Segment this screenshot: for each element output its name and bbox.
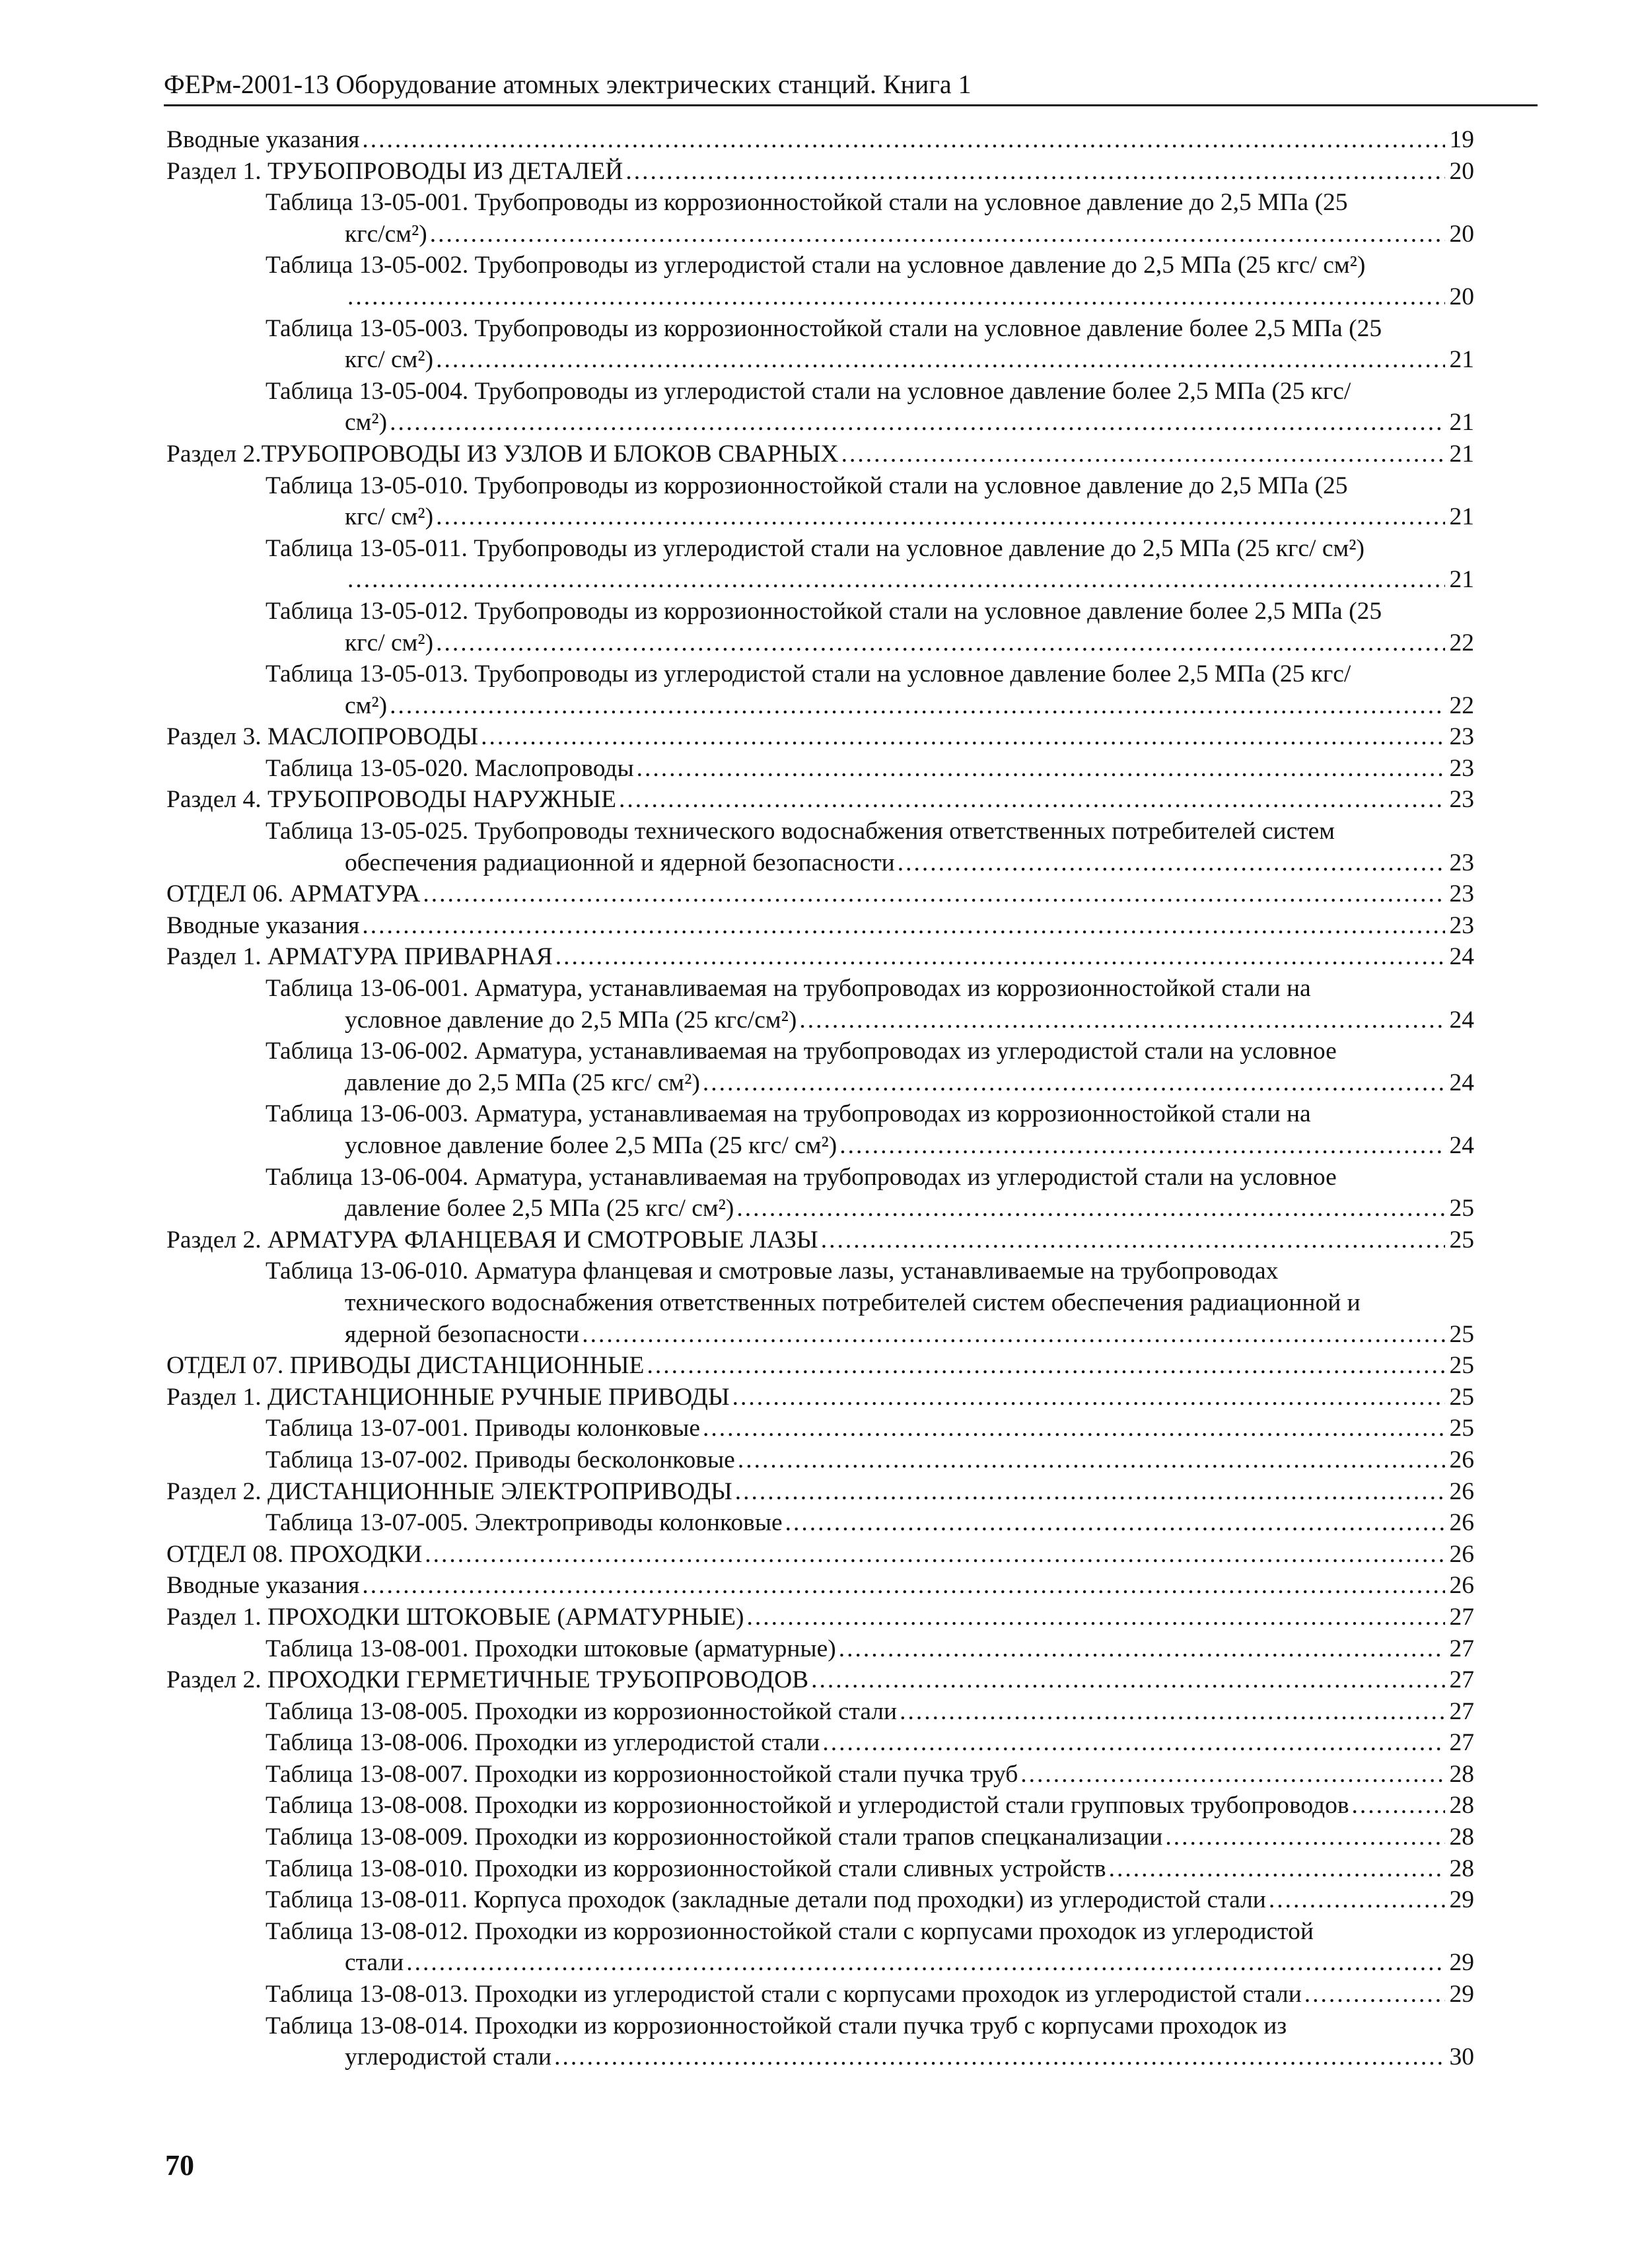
toc-entry-line bbox=[166, 124, 1474, 156]
dot-leader bbox=[738, 1444, 1445, 1476]
toc-table-entry[interactable] bbox=[166, 1633, 1474, 1665]
dot-leader bbox=[1165, 1822, 1445, 1853]
toc-entry-line bbox=[266, 250, 1474, 281]
dot-leader bbox=[1109, 1853, 1445, 1885]
toc-table-entry[interactable] bbox=[166, 1916, 1474, 1979]
toc-entry-title: Вводные указания bbox=[166, 126, 360, 153]
toc-page-number: 25 bbox=[1449, 1383, 1474, 1411]
toc-entry-line bbox=[166, 1382, 1474, 1413]
toc-entry-title: Таблица 13-08-013. Проходки из углеродистой стали с корпусами проходок из углеродистой стали bbox=[266, 1981, 1302, 2008]
toc-page-number: 23 bbox=[1449, 754, 1474, 782]
toc-page-number: 21 bbox=[1449, 503, 1474, 531]
toc-entry-line bbox=[166, 1476, 1474, 1508]
dot-leader bbox=[811, 1664, 1445, 1696]
toc-page-number: 29 bbox=[1449, 1981, 1474, 2008]
toc-table-entry[interactable] bbox=[166, 1696, 1474, 1728]
toc-page-number: 26 bbox=[1449, 1446, 1474, 1473]
toc-entry-line bbox=[266, 1413, 1474, 1444]
dot-leader bbox=[436, 627, 1445, 659]
dot-leader bbox=[900, 1696, 1445, 1728]
toc-section-entry[interactable] bbox=[166, 941, 1474, 973]
toc-entry-line bbox=[345, 501, 1474, 533]
toc-entry-line bbox=[266, 1098, 1474, 1130]
toc-entry-line bbox=[345, 690, 1474, 722]
toc-table-entry[interactable] bbox=[166, 1790, 1474, 1822]
dot-leader bbox=[839, 1130, 1445, 1162]
toc-page-number: 25 bbox=[1449, 1352, 1474, 1380]
dot-leader bbox=[746, 1602, 1445, 1633]
toc-entry-title: Таблица 13-05-003. Трубопроводы из коррозионностойкой стали на условное давление более 2,5 МПа (25 bbox=[266, 314, 1382, 342]
dot-leader bbox=[555, 941, 1445, 973]
toc-entry-line bbox=[166, 1602, 1474, 1633]
toc-entry-line bbox=[166, 721, 1474, 753]
toc-entry-title: Таблица 13-08-006. Проходки из углеродистой стали bbox=[266, 1729, 820, 1757]
toc-page-number: 25 bbox=[1449, 1320, 1474, 1348]
dot-leader bbox=[703, 1413, 1445, 1444]
toc-entry-line bbox=[266, 1884, 1474, 1916]
toc-table-entry[interactable] bbox=[166, 1727, 1474, 1759]
toc-page-number: 19 bbox=[1449, 126, 1474, 153]
toc-section-entry[interactable] bbox=[166, 910, 1474, 942]
toc-entry-line bbox=[166, 1570, 1474, 1602]
toc-entry-title: Раздел 2. ДИСТАНЦИОННЫЕ ЭЛЕКТРОПРИВОДЫ bbox=[166, 1477, 732, 1505]
dot-leader bbox=[619, 784, 1445, 816]
toc-entry-line bbox=[266, 1036, 1474, 1067]
toc-entry-line bbox=[345, 344, 1474, 376]
toc-page-number: 25 bbox=[1449, 1195, 1474, 1223]
dot-leader bbox=[637, 753, 1445, 785]
toc-entry-line bbox=[345, 1130, 1474, 1162]
toc-table-entry[interactable] bbox=[166, 816, 1474, 878]
toc-entry-line bbox=[345, 847, 1474, 879]
toc-page-number: 28 bbox=[1449, 1792, 1474, 1820]
toc-entry-line bbox=[345, 1193, 1474, 1224]
toc-entry-line bbox=[266, 1979, 1474, 2010]
toc-table-entry[interactable] bbox=[166, 1979, 1474, 2010]
dot-leader bbox=[347, 564, 1445, 596]
toc-entry-line bbox=[266, 1256, 1474, 1287]
toc-page-number: 26 bbox=[1449, 1477, 1474, 1505]
toc-entry-title: Таблица 13-07-005. Электроприводы колонковые bbox=[266, 1509, 783, 1537]
toc-page-number: 20 bbox=[1449, 283, 1474, 310]
toc-entry-title: Таблица 13-05-013. Трубопроводы из углеродистой стали на условное давление более 2,5 МПа (25 кгс/ bbox=[266, 660, 1351, 688]
toc-table-entry[interactable] bbox=[166, 1822, 1474, 1853]
toc-entry-line bbox=[345, 219, 1474, 250]
toc-entry-line bbox=[166, 1539, 1474, 1571]
toc-section-entry[interactable] bbox=[166, 1570, 1474, 1602]
toc-entry-line bbox=[166, 439, 1474, 470]
toc-section-entry[interactable] bbox=[166, 1382, 1474, 1413]
toc-entry-title: Таблица 13-05-012. Трубопроводы из коррозионностойкой стали на условное давление более 2,5 МПа (25 bbox=[266, 597, 1382, 625]
toc-entry-line bbox=[266, 1790, 1474, 1822]
toc-entry-line bbox=[345, 627, 1474, 659]
toc-section-entry[interactable] bbox=[166, 721, 1474, 753]
toc-entry-title: углеродистой стали bbox=[345, 2043, 552, 2071]
toc-page-number: 27 bbox=[1449, 1603, 1474, 1631]
toc-table-entry[interactable] bbox=[166, 2010, 1474, 2073]
dot-leader bbox=[347, 281, 1445, 313]
toc-entry-title: Раздел 2.ТРУБОПРОВОДЫ ИЗ УЗЛОВ И БЛОКОВ СВАРНЫХ bbox=[166, 440, 839, 468]
toc-page-number: 21 bbox=[1449, 409, 1474, 437]
toc-entry-title: Таблица 13-08-001. Проходки штоковые (арматурные) bbox=[266, 1635, 836, 1662]
toc-entry-line bbox=[266, 313, 1474, 345]
toc-table-entry[interactable] bbox=[166, 1256, 1474, 1350]
toc-entry-title: Раздел 4. ТРУБОПРОВОДЫ НАРУЖНЫЕ bbox=[166, 786, 616, 814]
toc-entry-title: стали bbox=[345, 1949, 404, 1977]
toc-entry-line bbox=[345, 1005, 1474, 1036]
toc-entry-line bbox=[266, 1633, 1474, 1665]
toc-page-number: 28 bbox=[1449, 1824, 1474, 1851]
page-number: 70 bbox=[165, 2149, 194, 2181]
toc-page-number: 24 bbox=[1449, 943, 1474, 971]
toc-entry-line bbox=[166, 1664, 1474, 1696]
toc-entry-line bbox=[266, 973, 1474, 1005]
toc-entry-title: Таблица 13-06-001. Арматура, устанавливаемая на трубопроводах из коррозионностойкой стали на bbox=[266, 975, 1311, 1003]
dot-leader bbox=[1352, 1790, 1445, 1822]
toc-page-number: 21 bbox=[1449, 440, 1474, 468]
toc-entry-line bbox=[166, 1350, 1474, 1382]
toc-table-entry[interactable] bbox=[166, 470, 1474, 533]
toc-entry-line bbox=[266, 533, 1474, 565]
toc-entry-title: Таблица 13-08-008. Проходки из коррозионностойкой и углеродистой стали групповых трубопроводов bbox=[266, 1792, 1349, 1820]
toc-table-entry[interactable] bbox=[166, 1853, 1474, 1885]
toc-entry-title: см²) bbox=[345, 691, 388, 719]
toc-entry-title: Таблица 13-05-020. Маслопроводы bbox=[266, 754, 634, 782]
toc-page-number: 25 bbox=[1449, 1226, 1474, 1254]
running-header: ФЕРм-2001-13 Оборудование атомных электрических станций. Книга 1 bbox=[164, 69, 972, 99]
toc-entry-title: Таблица 13-05-010. Трубопроводы из коррозионностойкой стали на условное давление до 2,5 МПа (25 bbox=[266, 472, 1348, 499]
toc-table-entry[interactable] bbox=[166, 1507, 1474, 1539]
toc-entry-line bbox=[345, 1287, 1474, 1319]
toc-entry-title: Раздел 1. ПРОХОДКИ ШТОКОВЫЕ (АРМАТУРНЫЕ) bbox=[166, 1603, 744, 1631]
toc-page-number: 24 bbox=[1449, 1069, 1474, 1096]
toc-entry-line bbox=[266, 1759, 1474, 1790]
toc-entry-title: Таблица 13-05-004. Трубопроводы из углеродистой стали на условное давление более 2,5 МПа (25 кгс/ bbox=[266, 377, 1351, 405]
toc-entry-line bbox=[345, 407, 1474, 439]
toc-entry-line bbox=[266, 1162, 1474, 1193]
dot-leader bbox=[362, 1570, 1445, 1602]
toc-page-number: 27 bbox=[1449, 1635, 1474, 1662]
toc-entry-title: см²) bbox=[345, 409, 388, 437]
toc-entry-line bbox=[266, 596, 1474, 627]
toc-section-entry[interactable] bbox=[166, 1664, 1474, 1696]
toc-table-entry[interactable] bbox=[166, 1098, 1474, 1161]
toc-entry-title: кгс/ см²) bbox=[345, 503, 434, 531]
dot-leader bbox=[799, 1005, 1445, 1036]
toc-entry-line bbox=[166, 1224, 1474, 1256]
dot-leader bbox=[822, 1727, 1445, 1759]
toc-entry-line bbox=[345, 1947, 1474, 1979]
dot-leader bbox=[898, 847, 1445, 879]
toc-entry-line bbox=[266, 376, 1474, 408]
dot-leader bbox=[1020, 1759, 1445, 1790]
toc-entry-line bbox=[345, 2041, 1474, 2073]
toc-page-number: 21 bbox=[1449, 566, 1474, 594]
toc-section-entry[interactable] bbox=[166, 439, 1474, 470]
toc-entry-title: Таблица 13-08-009. Проходки из коррозионностойкой стали трапов спецканализации bbox=[266, 1824, 1163, 1851]
dot-leader bbox=[839, 1633, 1445, 1665]
toc-entry-line bbox=[266, 2010, 1474, 2042]
toc-entry-title: Вводные указания bbox=[166, 911, 360, 939]
toc-page-number: 25 bbox=[1449, 1415, 1474, 1442]
dot-leader bbox=[423, 878, 1445, 910]
toc-page-number: 23 bbox=[1449, 880, 1474, 908]
dot-leader bbox=[785, 1507, 1445, 1539]
dot-leader bbox=[554, 2041, 1445, 2073]
toc-entry-title: условное давление до 2,5 МПа (25 кгс/см²) bbox=[345, 1006, 797, 1034]
toc-table-entry[interactable] bbox=[166, 313, 1474, 376]
toc-page-number: 22 bbox=[1449, 691, 1474, 719]
toc-entry-title: Таблица 13-08-012. Проходки из коррозионностойкой стали с корпусами проходок из углеродистой bbox=[266, 1917, 1314, 1945]
toc-entry-title: кгс/ см²) bbox=[345, 346, 434, 374]
toc-entry-title: Таблица 13-08-005. Проходки из коррозионностойкой стали bbox=[266, 1697, 898, 1725]
toc-entry-line bbox=[345, 281, 1474, 313]
toc-page-number: 29 bbox=[1449, 1949, 1474, 1977]
toc-entry-title: Раздел 3. МАСЛОПРОВОДЫ bbox=[166, 723, 479, 751]
toc-table-entry[interactable] bbox=[166, 250, 1474, 312]
toc-entry-line bbox=[266, 753, 1474, 785]
table-of-contents bbox=[166, 124, 1474, 2073]
toc-page-number: 21 bbox=[1449, 346, 1474, 374]
toc-entry-title: ОТДЕЛ 07. ПРИВОДЫ ДИСТАНЦИОННЫЕ bbox=[166, 1352, 645, 1380]
dot-leader bbox=[406, 1947, 1445, 1979]
toc-entry-title: Таблица 13-07-002. Приводы бесколонковые bbox=[266, 1446, 735, 1473]
toc-entry-title: давление до 2,5 МПа (25 кгс/ см²) bbox=[345, 1069, 700, 1096]
toc-entry-title: Таблица 13-06-003. Арматура, устанавливаемая на трубопроводах из коррозионностойкой стали на bbox=[266, 1100, 1311, 1128]
toc-entry-line bbox=[345, 1319, 1474, 1351]
toc-page-number: 23 bbox=[1449, 849, 1474, 876]
dot-leader bbox=[703, 1067, 1445, 1099]
toc-entry-title: Таблица 13-06-004. Арматура, устанавливаемая на трубопроводах из углеродистой стали на условное bbox=[266, 1163, 1337, 1191]
toc-entry-title: ядерной безопасности bbox=[345, 1320, 580, 1348]
dot-leader bbox=[821, 1224, 1445, 1256]
toc-entry-line bbox=[266, 470, 1474, 502]
toc-section-entry[interactable] bbox=[166, 878, 1474, 910]
toc-page-number: 22 bbox=[1449, 629, 1474, 656]
toc-entry-line bbox=[266, 1853, 1474, 1885]
toc-table-entry[interactable] bbox=[166, 187, 1474, 250]
toc-entry-title: Вводные указания bbox=[166, 1572, 360, 1600]
toc-section-entry[interactable] bbox=[166, 1476, 1474, 1508]
toc-page-number: 26 bbox=[1449, 1509, 1474, 1537]
toc-entry-title: Таблица 13-05-002. Трубопроводы из углеродистой стали на условное давление до 2,5 МПа (25 кгс/ см²) bbox=[266, 252, 1366, 279]
toc-entry-line bbox=[266, 816, 1474, 847]
dot-leader bbox=[735, 1476, 1445, 1508]
toc-entry-line bbox=[266, 187, 1474, 219]
toc-entry-title: Таблица 13-05-001. Трубопроводы из коррозионностойкой стали на условное давление до 2,5 МПа (25 bbox=[266, 189, 1348, 217]
toc-table-entry[interactable] bbox=[166, 1162, 1474, 1224]
dot-leader bbox=[390, 690, 1445, 722]
toc-table-entry[interactable] bbox=[166, 376, 1474, 439]
toc-page-number: 23 bbox=[1449, 911, 1474, 939]
toc-entry-line bbox=[166, 784, 1474, 816]
toc-entry-title: Таблица 13-06-002. Арматура, устанавливаемая на трубопроводах из углеродистой стали на условное bbox=[266, 1038, 1337, 1065]
toc-entry-title: Таблица 13-08-014. Проходки из коррозионностойкой стали пучка труб с корпусами проходок из bbox=[266, 2012, 1287, 2039]
toc-entry-title: Раздел 1. ДИСТАНЦИОННЫЕ РУЧНЫЕ ПРИВОДЫ bbox=[166, 1383, 730, 1411]
toc-table-entry[interactable] bbox=[166, 973, 1474, 1036]
toc-entry-title: Раздел 2. ПРОХОДКИ ГЕРМЕТИЧНЫЕ ТРУБОПРОВОДОВ bbox=[166, 1666, 809, 1694]
toc-entry-title: обеспечения радиационной и ядерной безопасности bbox=[345, 849, 895, 876]
dot-leader bbox=[625, 156, 1445, 188]
toc-section-entry[interactable] bbox=[166, 1602, 1474, 1633]
toc-section-entry[interactable] bbox=[166, 784, 1474, 816]
toc-entry-line bbox=[345, 564, 1474, 596]
toc-entry-line bbox=[266, 1727, 1474, 1759]
toc-entry-line bbox=[166, 878, 1474, 910]
dot-leader bbox=[436, 501, 1445, 533]
toc-section-entry[interactable] bbox=[166, 1224, 1474, 1256]
toc-entry-line bbox=[266, 658, 1474, 690]
toc-table-entry[interactable] bbox=[166, 596, 1474, 658]
toc-entry-title: Таблица 13-07-001. Приводы колонковые bbox=[266, 1415, 700, 1442]
dot-leader bbox=[841, 439, 1445, 470]
toc-table-entry[interactable] bbox=[166, 1759, 1474, 1790]
toc-entry-line bbox=[345, 1067, 1474, 1099]
toc-page-number: 20 bbox=[1449, 157, 1474, 185]
dot-leader bbox=[481, 721, 1445, 753]
dot-leader bbox=[362, 124, 1445, 156]
toc-page-number: 27 bbox=[1449, 1666, 1474, 1694]
toc-page-number: 29 bbox=[1449, 1886, 1474, 1914]
toc-entry-line bbox=[166, 941, 1474, 973]
toc-entry-title: Раздел 1. ТРУБОПРОВОДЫ ИЗ ДЕТАЛЕЙ bbox=[166, 157, 623, 185]
toc-table-entry[interactable] bbox=[166, 533, 1474, 596]
toc-entry-title: кгс/см²) bbox=[345, 220, 427, 248]
dot-leader bbox=[732, 1382, 1445, 1413]
toc-entry-line bbox=[266, 1696, 1474, 1728]
dot-leader bbox=[1269, 1884, 1445, 1916]
toc-section-entry[interactable] bbox=[166, 124, 1474, 156]
toc-entry-title: ОТДЕЛ 08. ПРОХОДКИ bbox=[166, 1540, 423, 1568]
toc-entry-title: Таблица 13-08-007. Проходки из коррозионностойкой стали пучка труб bbox=[266, 1760, 1018, 1788]
toc-entry-title: Таблица 13-05-011. Трубопроводы из углеродистой стали на условное давление до 2,5 МПа (25 кгс/ см²) bbox=[266, 534, 1365, 562]
toc-entry-title: Таблица 13-05-025. Трубопроводы технического водоснабжения ответственных потребителей систем bbox=[266, 818, 1335, 845]
toc-section-entry[interactable] bbox=[166, 1350, 1474, 1382]
toc-entry-line bbox=[266, 1507, 1474, 1539]
toc-entry-title: условное давление более 2,5 МПа (25 кгс/ см²) bbox=[345, 1132, 837, 1159]
toc-page-number: 23 bbox=[1449, 786, 1474, 814]
toc-entry-title: кгс/ см²) bbox=[345, 629, 434, 656]
dot-leader bbox=[362, 910, 1445, 942]
toc-entry-line bbox=[266, 1916, 1474, 1948]
toc-section-entry[interactable] bbox=[166, 156, 1474, 188]
dot-leader bbox=[436, 344, 1445, 376]
toc-page-number: 26 bbox=[1449, 1572, 1474, 1600]
toc-entry-title: Раздел 2. АРМАТУРА ФЛАНЦЕВАЯ И СМОТРОВЫЕ ЛАЗЫ bbox=[166, 1226, 818, 1254]
toc-table-entry[interactable] bbox=[166, 1036, 1474, 1098]
toc-table-entry[interactable] bbox=[166, 1413, 1474, 1444]
toc-entry-title: технического водоснабжения ответственных потребителей систем обеспечения радиационной и bbox=[345, 1289, 1361, 1316]
toc-entry-line bbox=[166, 156, 1474, 188]
dot-leader bbox=[647, 1350, 1445, 1382]
toc-table-entry[interactable] bbox=[166, 1884, 1474, 1916]
toc-page-number: 30 bbox=[1449, 2043, 1474, 2071]
toc-entry-title: Таблица 13-08-011. Корпуса проходок (закладные детали под проходки) из углеродистой стали bbox=[266, 1886, 1266, 1914]
toc-table-entry[interactable] bbox=[166, 753, 1474, 785]
toc-page-number: 20 bbox=[1449, 220, 1474, 248]
toc-entry-title: ОТДЕЛ 06. АРМАТУРА bbox=[166, 880, 421, 908]
dot-leader bbox=[425, 1539, 1445, 1571]
dot-leader bbox=[582, 1319, 1445, 1351]
toc-entry-line bbox=[266, 1822, 1474, 1853]
toc-entry-line bbox=[266, 1444, 1474, 1476]
toc-page-number: 24 bbox=[1449, 1132, 1474, 1159]
toc-section-entry[interactable] bbox=[166, 1539, 1474, 1571]
toc-page-number: 27 bbox=[1449, 1729, 1474, 1757]
toc-page-number: 26 bbox=[1449, 1540, 1474, 1568]
dot-leader bbox=[390, 407, 1445, 439]
toc-table-entry[interactable] bbox=[166, 658, 1474, 721]
toc-entry-title: Таблица 13-06-010. Арматура фланцевая и смотровые лазы, устанавливаемые на трубопроводах bbox=[266, 1258, 1279, 1285]
dot-leader bbox=[1304, 1979, 1445, 2010]
toc-entry-line bbox=[166, 910, 1474, 942]
toc-page-number: 28 bbox=[1449, 1760, 1474, 1788]
toc-page-number: 24 bbox=[1449, 1006, 1474, 1034]
toc-table-entry[interactable] bbox=[166, 1444, 1474, 1476]
header-rule bbox=[164, 104, 1538, 106]
toc-page-number: 23 bbox=[1449, 723, 1474, 751]
toc-entry-title: давление более 2,5 МПа (25 кгс/ см²) bbox=[345, 1195, 734, 1223]
dot-leader bbox=[736, 1193, 1445, 1224]
dot-leader bbox=[430, 219, 1445, 250]
toc-entry-title: Таблица 13-08-010. Проходки из коррозионностойкой стали сливных устройств bbox=[266, 1855, 1106, 1882]
toc-page-number: 27 bbox=[1449, 1697, 1474, 1725]
toc-entry-title: Раздел 1. АРМАТУРА ПРИВАРНАЯ bbox=[166, 943, 553, 971]
toc-page-number: 28 bbox=[1449, 1855, 1474, 1882]
